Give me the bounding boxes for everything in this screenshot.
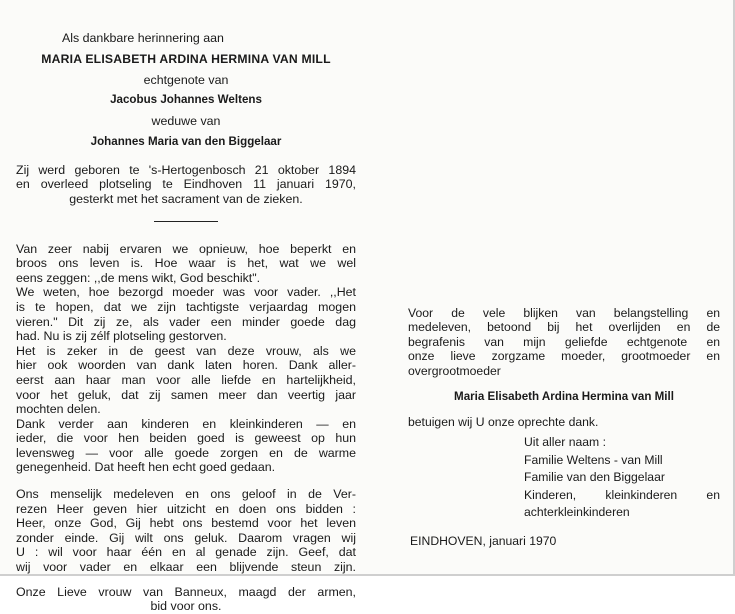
text-line: zonder einde. Gij wilt ons geluk. Daarom vragen wij <box>16 530 356 545</box>
text-line: We weten, hoe bezorgd moeder was voor vader. ,,Het <box>16 285 356 300</box>
thanks-line: betuigen wij U onze oprechte dank. <box>408 415 599 430</box>
place-date: EINDHOVEN, januari 1970 <box>410 534 557 548</box>
text-line: had. Nu is zij zélf plotseling gestorven. <box>16 329 227 344</box>
text-line: Van zeer nabij ervaren we opnieuw, hoe beperkt en <box>16 241 356 256</box>
text-line: broos ons leven is. Hoe waar is het, wat we wel <box>16 256 356 271</box>
left-panel <box>16 30 356 614</box>
text-line: Het is zeker in de geest van deze vrouw, als we <box>16 343 356 358</box>
text-line: Dank verder aan kinderen en kleinkinderen — en <box>16 416 356 431</box>
prayer-paragraph <box>16 487 356 575</box>
text-line: Voor de vele blijken van belangstelling en <box>408 306 720 320</box>
text-line: wij voor vader en elkaar een blijvende steun zijn. <box>16 560 356 575</box>
signature-line: Uit aller naam : <box>524 435 606 449</box>
sacrament-line: gesterkt met het sacrament van de zieken. <box>69 191 303 206</box>
text-line: is te hopen, dat we zijn tachtigste verjaardag mogen <box>16 299 356 314</box>
thanks-paragraph <box>408 306 720 378</box>
text-line: medeleven, betoond bij het overlijden en de <box>408 320 720 335</box>
birth-line: Zij werd geboren te 's-Hertogenbosch 21 oktober 1894 <box>16 162 356 177</box>
signature-line: Familie van den Biggelaar <box>524 470 665 484</box>
text-line: overgrootmoeder <box>408 363 501 378</box>
deceased-name-right: Maria Elisabeth Ardina Hermina van Mill <box>454 390 674 404</box>
text-line: mochten delen. <box>16 402 101 417</box>
dedication-block <box>16 30 356 150</box>
text-line: rezen Heer geven hier uitzicht en doen ons bidden : <box>16 501 356 516</box>
text-line: voor het geluk, dat zij samen meer dan veertig jaar <box>16 387 356 402</box>
invocation-line: Onze Lieve vrouw van Banneux, maagd der armen, <box>16 584 356 599</box>
text-line: U : wil voor haar één en al genade zijn. Geef, dat <box>16 545 356 560</box>
text-line: ieder, die voor hen beiden goed is geweest op hun <box>16 431 356 446</box>
text-line: hier ook woorden van dank laten horen. Dank aller- <box>16 358 356 373</box>
widow-label: weduwe van <box>151 114 221 129</box>
text-line: vieren." Dit zij ze, als vader een minder goede dag <box>16 314 356 329</box>
signature-line: Familie Weltens - van Mill <box>524 452 663 467</box>
signature-line: achterkleinkinderen <box>524 505 630 519</box>
text-line: Ons menselijk medeleven en ons geloof in de Ver- <box>16 487 356 502</box>
birth-death-block <box>16 163 356 207</box>
invocation <box>16 585 356 614</box>
right-panel <box>408 306 720 548</box>
intro-text: Als dankbare herinnering aan <box>62 31 224 45</box>
signature-line: Kinderen, kleinkinderen en <box>524 487 720 502</box>
text-line: onze lieve zorgzame moeder, grootmoeder en <box>408 349 720 364</box>
spouse-label: echtgenote van <box>143 72 229 87</box>
separator-rule <box>154 221 218 222</box>
text-line: eerst aan haar man voor alle liefde en hartelijkheid, <box>16 372 356 387</box>
text-line: eens zeggen: ,,de mens wikt, God beschikt". <box>16 270 261 285</box>
remembrance-paragraph <box>16 242 356 476</box>
late-husband-name: Johannes Maria van den Biggelaar <box>90 134 282 148</box>
text-line: Heer, onze God, Gij hebt ons bestemd voor het leven <box>16 516 356 531</box>
deceased-name: MARIA ELISABETH ARDINA HERMINA VAN MILL <box>41 51 331 66</box>
spouse-name: Jacobus Johannes Weltens <box>110 93 262 107</box>
signature-block <box>524 434 720 522</box>
text-line: genegenheid. Dat heeft hen echt goed gedaan. <box>16 460 276 475</box>
text-line: levensweg — voor alle goede zorgen en de warme <box>16 445 356 460</box>
death-line: en overleed plotseling te Eindhoven 11 januari 1970, <box>16 177 356 192</box>
invocation-line: bid voor ons. <box>150 599 222 614</box>
text-line: begrafenis van mijn geliefde echtgenote en <box>408 334 720 349</box>
